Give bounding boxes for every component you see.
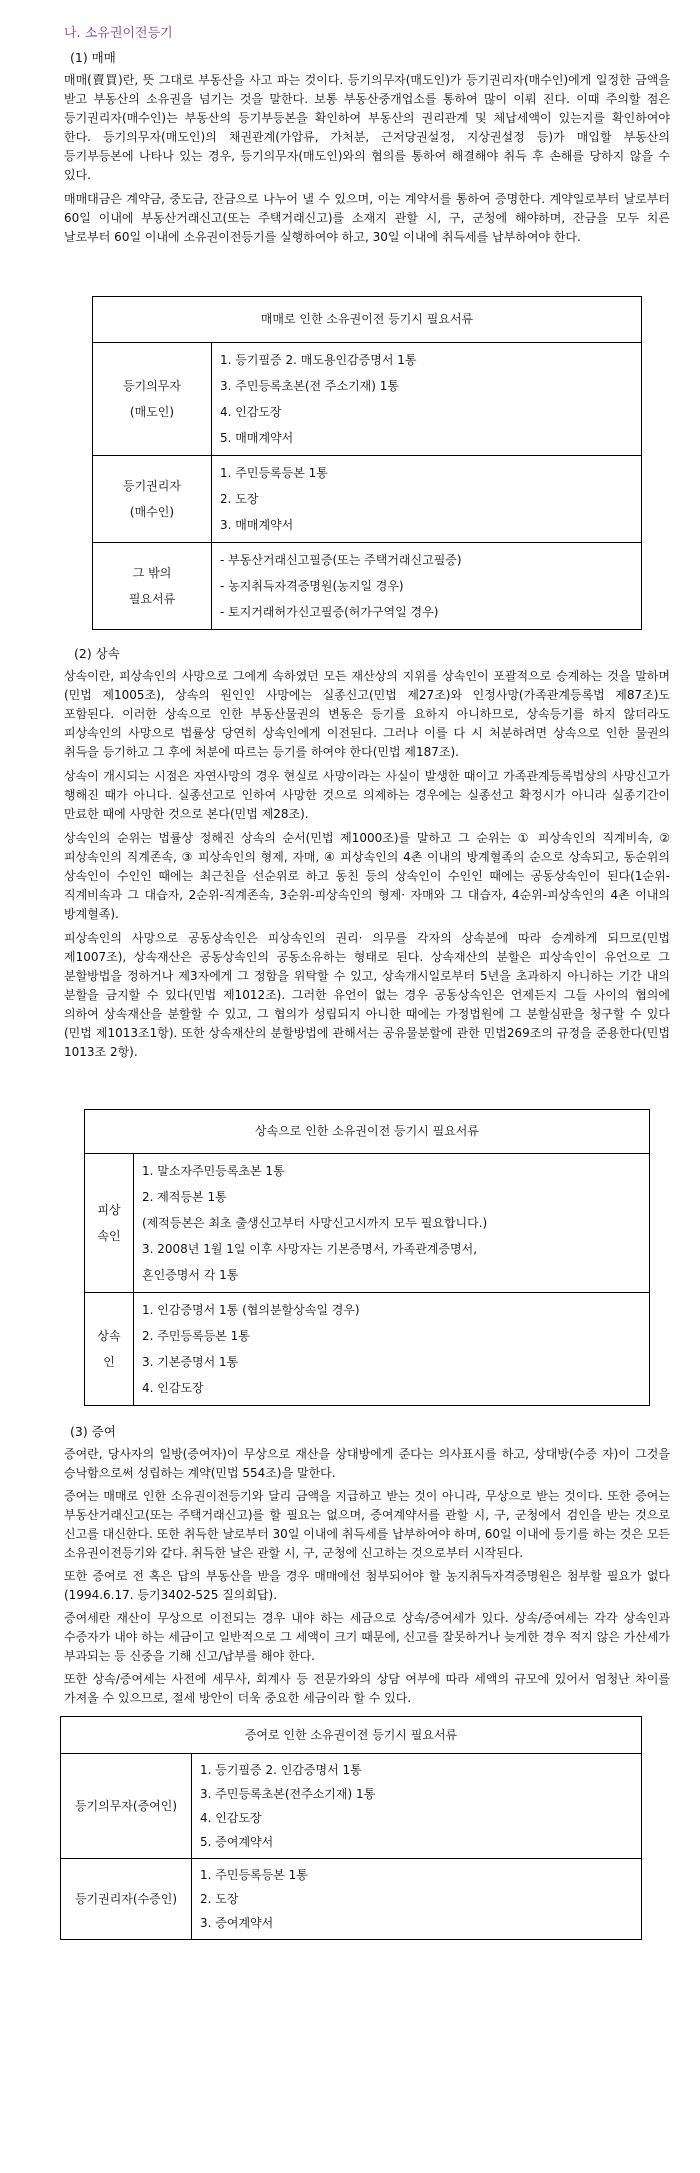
sale-required-documents-table [92,296,642,630]
inheritance-paragraph-1: 상속이란, 피상속인의 사망으로 그에게 속하였던 모든 재산상의 지위를 상속인이 포괄적으로 승계하는 것을 말하며(민법 제1005조), 상속의 원인인 사망에는 실종신고(민법 제27조)와 인정사망(가족관계등록법 제87조)도 포함된다. 이러한 상속으로 인한 부동산물권의 변동은 등기를 요하지 아니하므로, 상속등기를 하지 않더라도 피상속인의 사망으로 법률상 당연히 상속인에게 이전된다. 그러나 이를 다 시 처분하려면 상속으로 인한 물권의 취득을 등기하고 그 후에 처분에 따르는 등기를 하여야 한다(민법 제187조). [64,669,670,759]
list-item: 5. 매매계약서 [220,431,294,445]
list-item: 2. 주민등록등본 1통 [142,1329,250,1343]
sale-heading: (1) 매매 [70,50,116,65]
sale-table-other-items [212,543,642,630]
list-item: - 농지취득자격증명원(농지일 경우) [220,579,404,593]
list-item: 1. 인감증명서 1통 (협의분할상속일 경우) [142,1303,360,1317]
list-item: 4. 인감도장 [200,1811,262,1825]
gift-table-donor-items [192,1754,642,1859]
gift-paragraph-3: 또한 증여로 전 혹은 답의 부동산을 받을 경우 매매에선 첨부되어야 할 농지취득자격증명원은 첨부할 필요가 없다(1994.6.17. 등기3402-525 질의회답). [64,1569,670,1602]
gift-paragraph-4: 증여세란 재산이 무상으로 이전되는 경우 내야 하는 세금으로 상속/증여세가 있다. 상속/증여세는 각각 상속인과 수증자가 내야 하는 세금이고 일반적으로 그 세액이 크기 때문에, 신고를 잘못하거나 늦게한 경우 적지 않은 가산세가 부과되는 등 신중을 기해 신고/납부를 해야 한다. [64,1611,670,1663]
sale-paragraph-1: 매매(賣買)란, 뜻 그대로 부동산을 사고 파는 것이다. 등기의무자(매도인)가 등기권리자(매수인)에게 일정한 금액을 받고 부동산의 소유권을 넘기는 것을 말한다. 보통 부동산중개업소를 통하여 많이 이뤄 진다. 이때 주의할 점은 등기권리자(매수인)는 부동산의 등기부등본을 확인하여 부동산의 권리관계 및 체납세액이 있는지를 확인하여야 한다. 등기의무자(매도인)의 채권관계(가압류, 가처분, 근저당권설정, 지상권설정 등)가 매입할 부동산의 등기부등본에 나타나 있는 경우, 등기의무자(매도인)와의 협의를 통하여 해결해야 취득 후 손해를 당하지 않을 수 있다. [64,73,670,182]
list-item: 1. 말소자주민등록초본 1통 [142,1164,285,1178]
inheritance-table-title: 상속으로 인한 소유권이전 등기시 필요서류 [85,1110,650,1154]
list-item: 1. 등기필증 2. 매도용인감증명서 1통 [220,353,417,367]
gift-table-title: 증여로 인한 소유권이전 등기시 필요서류 [61,1717,642,1754]
inheritance-table-heir-items [134,1293,650,1406]
inheritance-heading: (2) 상속 [74,646,120,661]
section-title: 나. 소유권이전등기 [64,26,173,41]
gift-paragraph-1: 증여란, 당사자의 일방(증여자)이 무상으로 재산을 상대방에게 준다는 의사표시를 하고, 상대방(수증 자)이 그것을 승낙함으로써 성립하는 계약(민법 554조)을 말한다. [64,1447,670,1480]
gift-table-donee-items [192,1859,642,1940]
list-item: 1. 주민등록등본 1통 [200,1868,308,1882]
sale-table-label-other: 그 밖의 필요서류 [93,543,212,630]
list-item: 2. 도장 [220,492,259,506]
inheritance-paragraph-4: 피상속인의 사망으로 공동상속인은 피상속인의 권리· 의무를 각자의 상속분에 따라 승계하게 되므로(민법 제1007조), 상속재산은 공동상속인의 공동소유하는 형태로 된다. 상속재산의 분할은 피상속인이 유언으로 그 분할방법을 정하거나 제3자에게 그 정함을 위탁할 수 있고, 상속개시일로부터 5년을 초과하지 아니하는 기간 내의 분할을 금지할 수 있다(민법 제1012조). 그러한 유언이 없는 경우 공동상속인은 언제든지 그들 사이의 협의에 의하여 상속재산을 분할할 수 있고, 그 협의가 성립되지 아니한 때에는 가정법원에 그 분할심판을 청구할 수 있다(민법 제1013조1항). 또한 상속재산의 분할방법에 관해서는 공유물분할에 관한 민법269조의 규정을 준용한다(민법 1013조 2항). [64,931,670,1059]
list-item: 혼인증명서 각 1통 [142,1268,239,1282]
sale-table-title: 매매로 인한 소유권이전 등기시 필요서류 [93,297,642,343]
sale-table-label-seller: 등기의무자 (매도인) [93,343,212,456]
list-item: 2. 제적등본 1통 [142,1190,227,1204]
gift-heading: (3) 증여 [70,1424,116,1439]
inheritance-table-deceased-items [134,1154,650,1293]
inheritance-paragraph-2: 상속이 개시되는 시점은 자연사망의 경우 현실로 사망이라는 사실이 발생한 때이고 가족관계등록법상의 사망신고가 행해진 때가 아니다. 실종선고로 인하여 사망한 것으로 의제하는 경우에는 실종선고 확정시가 아니라 실종기간이 만료한 때에 사망한 것으로 본다(민법 제28조). [64,769,670,821]
list-item: 1. 주민등록등본 1통 [220,466,328,480]
list-item: 3. 증여계약서 [200,1916,274,1930]
gift-paragraph-5: 또한 상속/증여세는 사전에 세무사, 회계사 등 전문가와의 상담 여부에 따라 세액의 규모에 있어서 엄청난 차이를 가져올 수 있으므로, 절세 방안이 더욱 중요한 세금이라 할 수 있다. [64,1672,670,1705]
list-item: 4. 인감도장 [142,1381,204,1395]
inheritance-paragraph-3: 상속인의 순위는 법률상 정해진 상속의 순서(민법 제1000조)를 말하고 그 순위는 ① 피상속인의 직계비속, ② 피상속인의 직계존속, ③ 피상속인의 형제, 자매, ④ 피상속인의 4촌 이내의 방계혈족의 순으로 상속되고, 동순위의 상속인이 수인인 때에는 최근친을 선순위로 하고 동친 등의 상속인이 수인인 때에는 공동상속인이 된다(1순위-직계비속과 그 대습자, 2순위-직계존속, 3순위-피상속인의 형제· 자매와 그 대습자, 4순위-피상속인의 4촌 이내의 방계혈족). [64,831,670,921]
list-item: 3. 주민등록초본(전주소기재) 1통 [200,1787,376,1801]
list-item: - 토지거래허가신고필증(허가구역일 경우) [220,605,439,619]
inheritance-table-label-deceased: 피상 속인 [85,1154,134,1293]
list-item: 3. 기본증명서 1통 [142,1355,239,1369]
gift-paragraph-2: 증여는 매매로 인한 소유권이전등기와 달리 금액을 지급하고 받는 것이 아니라, 무상으로 받는 것이다. 또한 증여는 부동산거래신고(또는 주택거래신고)를 할 필요는 없으며, 증여계약서를 관할 시, 구, 군청에서 검인을 받는 것으로 신고를 대신한다. 또한 취득한 날로부터 30일 이내에 취득세를 납부하여야 하며, 60일 이내에 등기를 하는 것은 모든 소유권이전등기와 같다. 취득한 날은 관할 시, 구, 군청에 신고하는 것으로부터 시작된다. [64,1489,670,1560]
list-item: 3. 주민등록초본(전 주소기재) 1통 [220,379,399,393]
inheritance-required-documents-table [84,1109,650,1406]
gift-required-documents-table [60,1716,642,1940]
inheritance-table-label-heir: 상속 인 [85,1293,134,1406]
sale-table-buyer-items [212,456,642,543]
sale-table-seller-items [212,343,642,456]
list-item: 4. 인감도장 [220,405,282,419]
sale-table-label-buyer: 등기권리자 (매수인) [93,456,212,543]
list-item: 3. 2008년 1월 1일 이후 사망자는 기본증명서, 가족관계증명서, [142,1242,478,1256]
list-item: (제적등본은 최초 출생신고부터 사망신고시까지 모두 필요합니다.) [142,1216,488,1230]
list-item: 5. 증여계약서 [200,1835,274,1849]
list-item: - 부동산거래신고필증(또는 주택거래신고필증) [220,553,462,567]
list-item: 3. 매매계약서 [220,518,294,532]
sale-paragraph-2: 매매대금은 계약금, 중도금, 잔금으로 나누어 낼 수 있으며, 이는 계약서를 통하여 증명한다. 계약일로부터 날로부터 60일 이내에 부동산거래신고(또는 주택거래신고)를 소재지 관할 시, 구, 군청에 해야하며, 잔금을 모두 치른 날로부터 60일 이내에 소유권이전등기를 실행하여야 하고, 30일 이내에 취득세를 납부하여야 한다. [64,192,670,244]
list-item: 1. 등기필증 2. 인감증명서 1통 [200,1763,362,1777]
gift-table-label-donee: 등기권리자(수증인) [61,1859,192,1940]
gift-table-label-donor: 등기의무자(증여인) [61,1754,192,1859]
list-item: 2. 도장 [200,1892,239,1906]
